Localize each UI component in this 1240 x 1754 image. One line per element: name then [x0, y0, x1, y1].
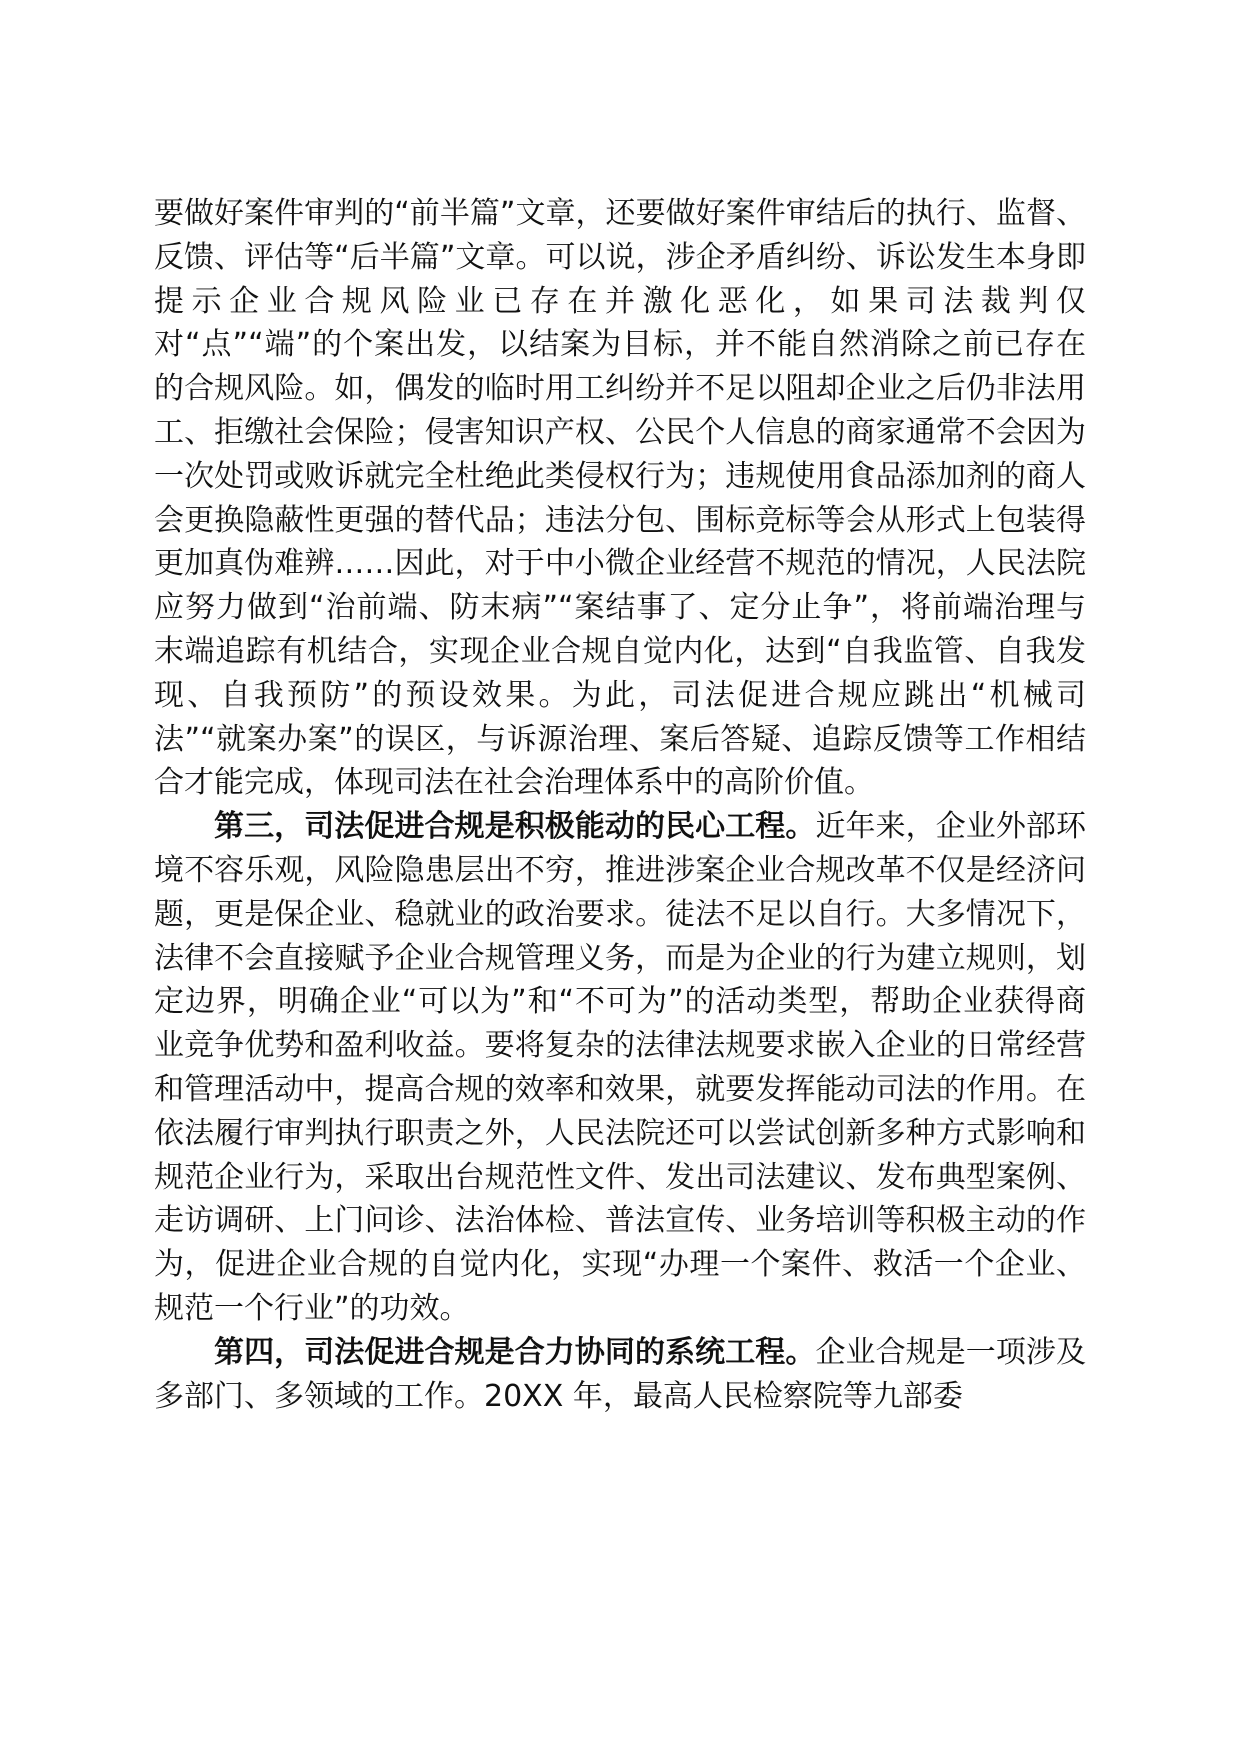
paragraph-text: 要做好案件审判的“前半篇”文章，还要做好案件审结后的执行、监督、反馈、评估等“后半篇”文章。可以说，涉企矛盾纠纷、诉讼发生本身即提示企业合规风险业已存在并激化恶化，如果司法裁判仅对“点”“端”的个案出发，以结案为目标，并不能自然消除之前已存在的合规风险。如，偶发的临时用工纠纷并不足以阻却企业之后仍非法用工、拒缴社会保险；侵害知识产权、公民个人信息的商家通常不会因为一次处罚或败诉就完全杜绝此类侵权行为；违规使用食品添加剂的商人会更换隐蔽性更强的替代品；违法分包、围标竞标等会从形式上包装得更加真伪难辨……因此，对于中小微企业经营不规范的情况，人民法院应努力做到“治前端、防末病”“案结事了、定分止争”，将前端治理与末端追踪有机结合，实现企业合规自觉内化，达到“自我监管、自我发现、自我预防”的预设效果。为此，司法促进合规应跳出“机械司法”“就案办案”的误区，与诉源治理、案后答疑、追踪反馈等工作相结合才能完成，体现司法在社会治理体系中的高阶价值。 — [154, 196, 1086, 801]
paragraph-lead: 第四，司法促进合规是合力协同的系统工程。 — [214, 1334, 816, 1370]
paragraph-text: 企业合规是一项涉及多部门、多领域的工作。20XX 年，最高人民检察院等九部委 — [154, 1334, 1087, 1414]
paragraph-3 — [154, 1331, 1086, 1419]
paragraph-lead: 第三，司法促进合规是积极能动的民心工程。 — [214, 809, 816, 845]
paragraph-1 — [154, 192, 1086, 805]
paragraph-2 — [154, 805, 1086, 1331]
document-page — [154, 192, 1086, 1418]
paragraph-text: 近年来，企业外部环境不容乐观，风险隐患层出不穷，推进涉案企业合规改革不仅是经济问题，更是保企业、稳就业的政治要求。徒法不足以自行。大多情况下，法律不会直接赋予企业合规管理义务，而是为企业的行为建立规则，划定边界，明确企业“可以为”和“不可为”的活动类型，帮助企业获得商业竞争优势和盈利收益。要将复杂的法律法规要求嵌入企业的日常经营和管理活动中，提高合规的效率和效果，就要发挥能动司法的作用。在依法履行审判执行职责之外，人民法院还可以尝试创新多种方式影响和规范企业行为，采取出台规范性文件、发出司法建议、发布典型案例、走访调研、上门问诊、法治体检、普法宣传、业务培训等积极主动的作为，促进企业合规的自觉内化，实现“办理一个案件、救活一个企业、规范一个行业”的功效。 — [154, 809, 1087, 1326]
